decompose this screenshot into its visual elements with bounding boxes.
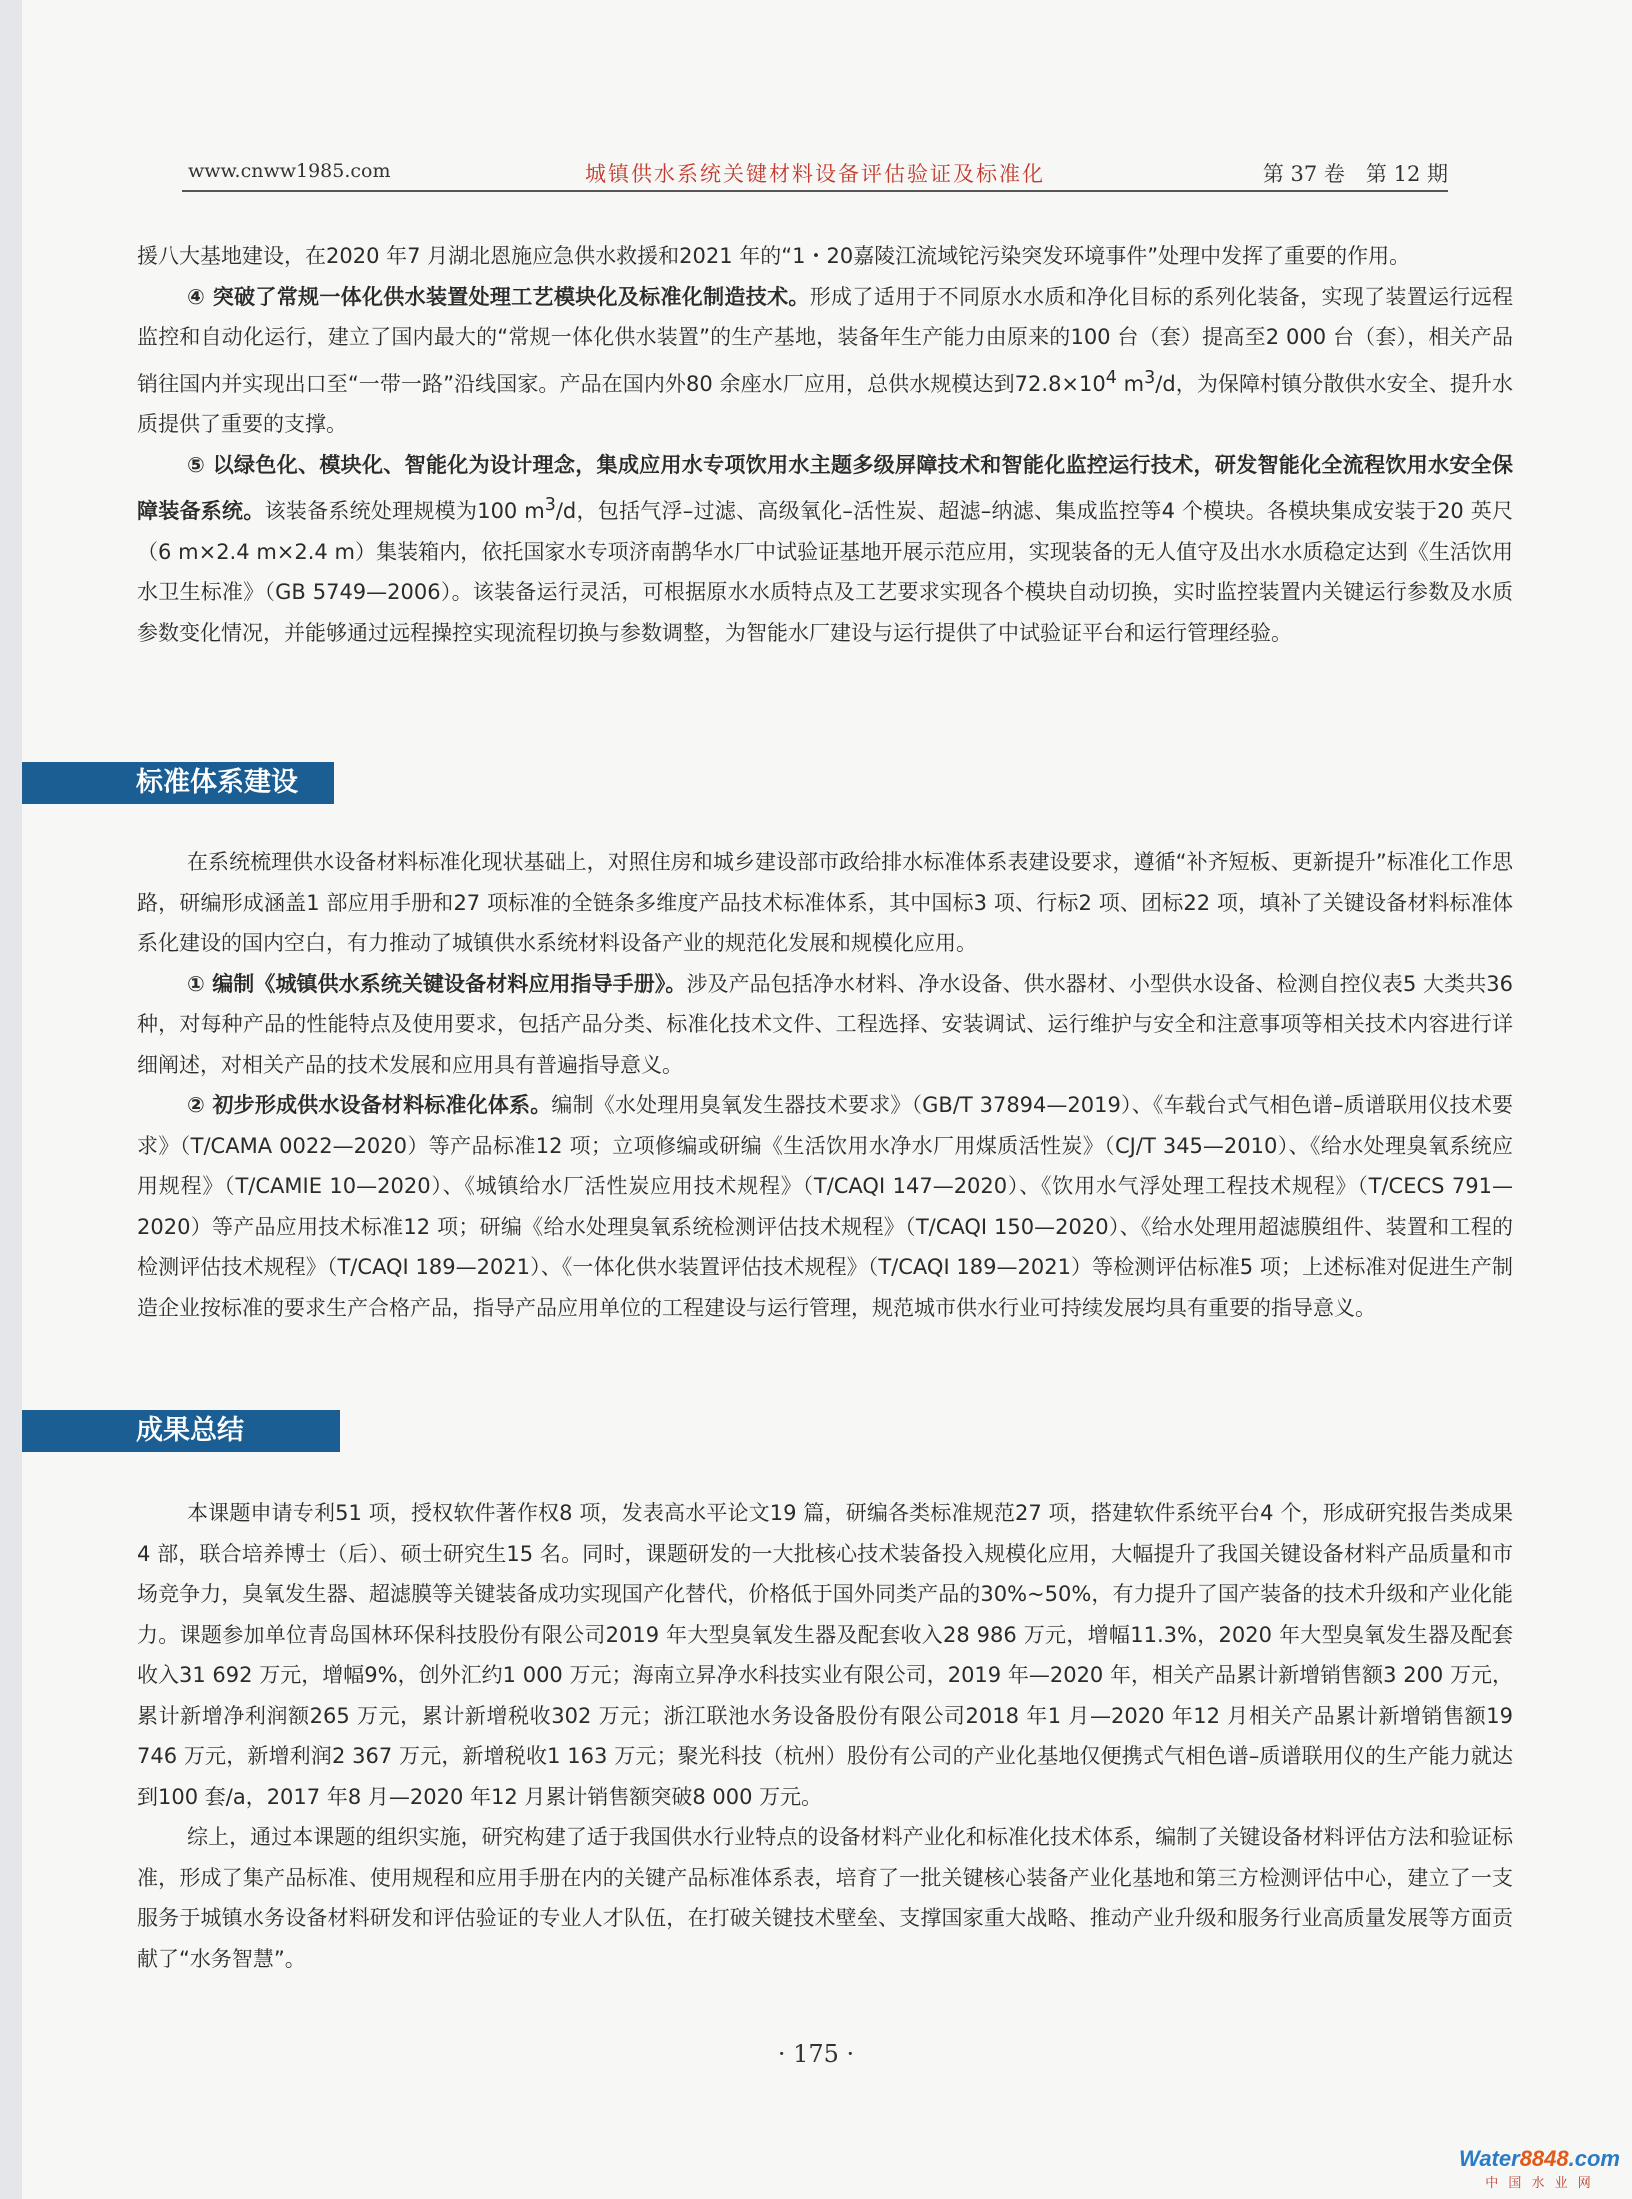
- paragraph: 本课题申请专利51 项，授权软件著作权8 项，发表高水平论文19 篇，研编各类标准规范27 项，搭建软件系统平台4 个，形成研究报告类成果4 部，联合培养博士（后）、硕士研究生15 名。同时，课题研发的一大批核心技术装备投入规模化应用，大幅提升了我国关键设备材料产品质量和市场竞争力，臭氧发生器、超滤膜等关键装备成功实现国产化替代，价格低于国外同类产品的30%~50%，有力提升了国产装备的技术升级和产业化能力。课题参加单位青岛国林环保科技股份有限公司2019 年大型臭氧发生器及配套收入28 986 万元，增幅11.3%，2020 年大型臭氧发生器及配套收入31 692 万元，增幅9%，创外汇约1 000 万元；海南立昇净水科技实业有限公司，2019 年—2020 年，相关产品累计新增销售额3 200 万元，累计新增净利润额265 万元，累计新增税收302 万元；浙江联池水务设备股份有限公司2018 年1 月—2020 年12 月相关产品累计新增销售额19 746 万元，新增利润2 367 万元，新增税收1 163 万元；聚光科技（杭州）股份有公司的产业化基地仅便携式气相色谱–质谱联用仪的生产能力就达到100 套/a，2017 年8 月—2020 年12 月累计销售额突破8 000 万元。: [137, 1501, 1513, 1809]
- paragraph: 援八大基地建设，在2020 年7 月湖北恩施应急供水救援和2021 年的“1・20嘉陵江流域铊污染突发环境事件”处理中发挥了重要的作用。: [137, 244, 1411, 268]
- watermark-brand-b: 8848: [1519, 2146, 1569, 2171]
- paragraph-text: 该装备系统处理规模为100 m: [264, 499, 545, 523]
- superscript: 3: [544, 495, 556, 515]
- paragraph: [137, 277, 1513, 445]
- paragraph: 综上，通过本课题的组织实施，研究构建了适于我国供水行业特点的设备材料产业化和标准化技术体系，编制了关键设备材料评估方法和验证标准，形成了集产品标准、使用规程和应用手册在内的关键产品标准体系表，培育了一批关键核心装备产业化基地和第三方检测评估中心，建立了一支服务于城镇水务设备材料研发和评估验证的专业人才队伍，在打破关键技术壁垒、支撑国家重大战略、推动产业升级和服务行业高质量发展等方面贡献了“水务智慧”。: [137, 1825, 1513, 1971]
- paragraph-text: 形成了适用于不同原水水质和净化目标的系列化装备，实现了装置运行远程监控和自动化运行，建立了国内最大的“常规一体化供水装置”的生产基地，装备年生产能力由原来的100 台（套）提高至2 000 台（套），相关产品销往国内并实现出口至“一带一路”沿线国家。产品在国内外80 余座水厂应用，总供水规模达到72.8×10: [137, 284, 1514, 396]
- running-header: [182, 154, 1448, 192]
- paragraph: [137, 1085, 1513, 1328]
- paragraph-text: 涉及产品包括净水材料、净水设备、供水器材、小型供水设备、检测自控仪表5 大类共36 种，对每种产品的性能特点及使用要求，包括产品分类、标准化技术文件、工程选择、安装调试、运行维护与安全和注意事项等相关技术内容进行详细阐述，对相关产品的技术发展和应用具有普遍指导意义。: [137, 971, 1513, 1077]
- section-heading-standards: 标准体系建设: [22, 762, 334, 804]
- superscript: 3: [1144, 367, 1156, 388]
- page-edge-strip: [0, 0, 22, 2199]
- watermark-brand-a: Water: [1458, 2146, 1520, 2171]
- watermark-logo: [1459, 2146, 1620, 2191]
- paragraph-text: m: [1116, 371, 1145, 396]
- paragraph: [137, 445, 1513, 654]
- header-journal-title: 城镇供水系统关键材料设备评估验证及标准化: [585, 162, 1045, 186]
- standards-section-body: [137, 842, 1513, 1328]
- paragraph-lead: ① 编制《城镇供水系统关键设备材料应用指导手册》。: [187, 971, 687, 996]
- watermark-brand-c: .com: [1568, 2146, 1620, 2171]
- watermark-brand: [1459, 2146, 1620, 2172]
- paragraph-text: /d，包括气浮–过滤、高级氧化–活性炭、超滤–纳滤、集成监控等4 个模块。各模块集成安装于20 英尺（6 m×2.4 m×2.4 m）集装箱内，依托国家水专项济南鹊华水厂中试验证基地开展示范应用，实现装备的无人值守及出水水质稳定达到《生活饮用水卫生标准》（GB 5749—2006）。该装备运行灵活，可根据原水水质特点及工艺要求实现各个模块自动切换，实时监控装置内关键运行参数及水质参数变化情况，并能够通过远程操控实现流程切换与参数调整，为智能水厂建设与运行提供了中试验证平台和运行管理经验。: [137, 499, 1513, 645]
- page-number: · 175 ·: [777, 2040, 855, 2068]
- intro-block: [137, 236, 1513, 653]
- paragraph: 在系统梳理供水设备材料标准化现状基础上，对照住房和城乡建设部市政给排水标准体系表建设要求，遵循“补齐短板、更新提升”标准化工作思路，研编形成涵盖1 部应用手册和27 项标准的全链条多维度产品技术标准体系，其中国标3 项、行标2 项、团标22 项，填补了关键设备材料标准体系化建设的国内空白，有力推动了城镇供水系统材料设备产业的规范化发展和规模化应用。: [137, 850, 1513, 955]
- superscript: 4: [1105, 367, 1117, 388]
- paragraph-lead: ④ 突破了常规一体化供水装置处理工艺模块化及标准化制造技术。: [187, 284, 810, 309]
- paragraph: [137, 964, 1513, 1086]
- paragraph-text: /d，为保障村镇分散供水安全、提升水质提供了重要的支撑。: [137, 371, 1513, 436]
- header-site-url: www.cnww1985.com: [188, 160, 391, 182]
- paragraph-lead: ⑤ 以绿色化、模块化、智能化为设计理念，集成应用水专项饮用水主题多级屏障技术和智能化监控运行技术，研发智能化全流程饮用水安全保障装备系统。: [137, 452, 1513, 523]
- paragraph-lead: ② 初步形成供水设备材料标准化体系。: [187, 1093, 552, 1117]
- paragraph-text: 编制《水处理用臭氧发生器技术要求》（GB/T 37894—2019）、《车载台式气相色谱–质谱联用仪技术要求》（T/CAMA 0022—2020）等产品标准12 项；立项修编或研编《生活饮用水净水厂用煤质活性炭》（CJ/T 345—2010）、《给水处理臭氧系统应用规程》（T/CAMIE 10—2020）、《城镇给水厂活性炭应用技术规程》（T/CAQI 147—2020）、《饮用水气浮处理工程技术规程》（T/CECS 791—2020）等产品应用技术标准12 项；研编《给水处理臭氧系统检测评估技术规程》（T/CAQI 150—2020）、《给水处理用超滤膜组件、装置和工程的检测评估技术规程》（T/CAQI 189—2021）、《一体化供水装置评估技术规程》（T/CAQI 189—2021）等检测评估标准5 项；上述标准对促进生产制造企业按标准的要求生产合格产品，指导产品应用单位的工程建设与运行管理，规范城市供水行业可持续发展均具有重要的指导意义。: [137, 1093, 1513, 1320]
- header-issue-number: 第 37 卷 第 12 期: [1262, 162, 1448, 186]
- results-section-body: [137, 1493, 1513, 1979]
- section-heading-results: 成果总结: [22, 1410, 340, 1452]
- watermark-subtitle: 中 国 水 业 网: [1485, 2176, 1594, 2191]
